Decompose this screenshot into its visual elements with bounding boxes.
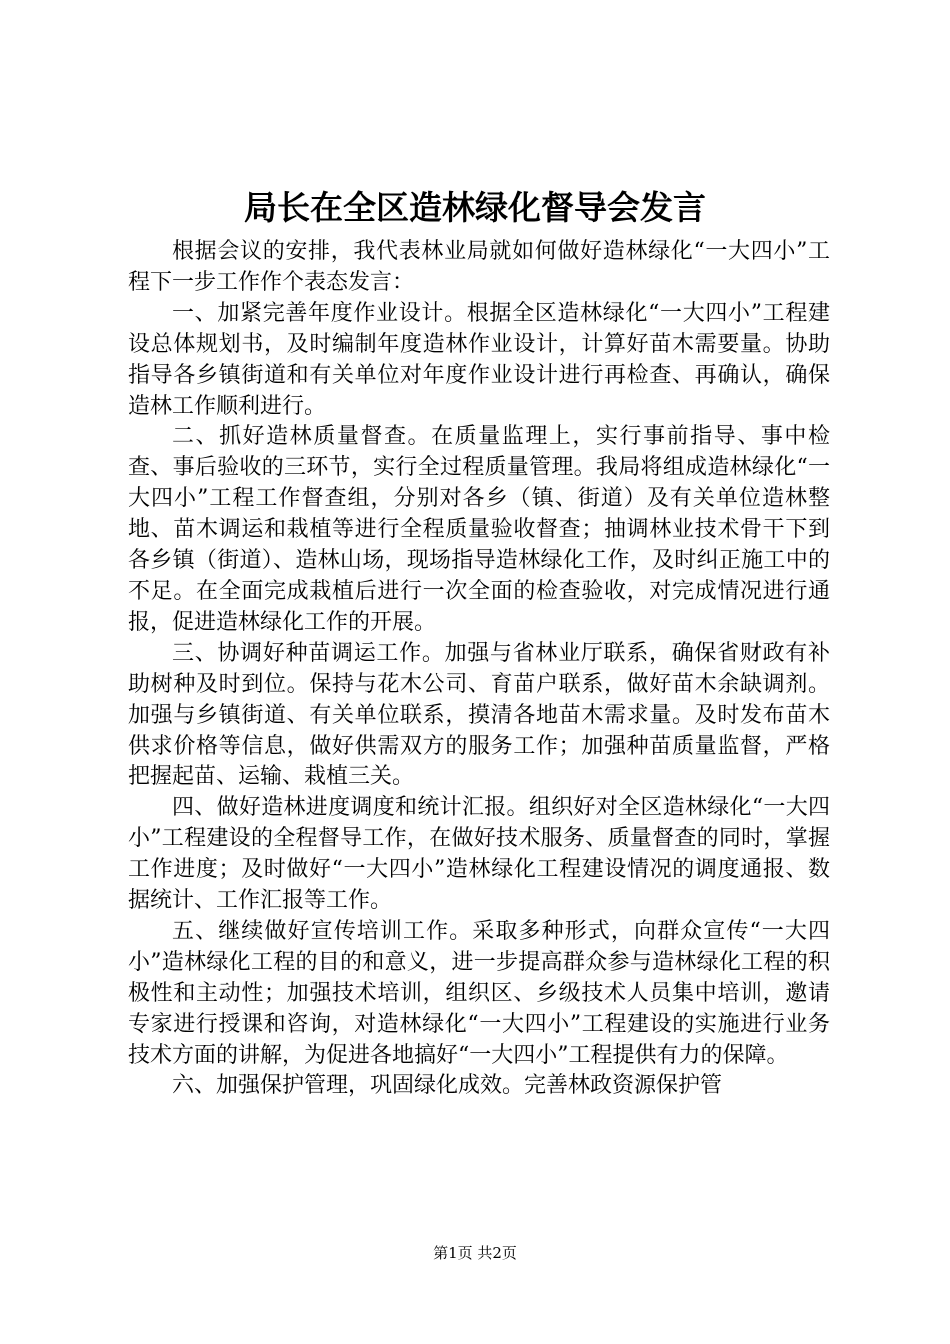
paragraph-section-3: 三、协调好种苗调运工作。加强与省林业厅联系，确保省财政有补助树种及时到位。保持与花木公司、育苗户联系，做好苗木余缺调剂。加强与乡镇街道、有关单位联系，摸清各地苗木需求量。及时发布苗木供求价格等信息，做好供需双方的服务工作；加强种苗质量监督，严格把握起苗、运输、栽植三关。 bbox=[128, 640, 830, 790]
paragraph-section-5: 五、继续做好宣传培训工作。采取多种形式，向群众宣传“一大四小”造林绿化工程的目的和意义，进一步提高群众参与造林绿化工程的积极性和主动性；加强技术培训，组织区、乡级技术人员集中培训，邀请专家进行授课和咨询，对造林绿化“一大四小”工程建设的实施进行业务技术方面的讲解，为促进各地搞好“一大四小”工程提供有力的保障。 bbox=[128, 918, 830, 1068]
page-footer: 第1页 共2页 bbox=[433, 1244, 517, 1262]
paragraph-section-1: 一、加紧完善年度作业设计。根据全区造林绿化“一大四小”工程建设总体规划书，及时编制年度造林作业设计，计算好苗木需要量。协助指导各乡镇街道和有关单位对年度作业设计进行再检查、再确认，确保造林工作顺利进行。 bbox=[128, 300, 830, 419]
paragraph-section-2: 二、抓好造林质量督查。在质量监理上，实行事前指导、事中检查、事后验收的三环节，实行全过程质量管理。我局将组成造林绿化“一大四小”工程工作督查组，分别对各乡（镇、街道）及有关单位造林整地、苗木调运和栽植等进行全程质量验收督查；抽调林业技术骨干下到各乡镇（街道）、造林山场，现场指导造林绿化工作，及时纠正施工中的不足。在全面完成栽植后进行一次全面的检查验收，对完成情况进行通报，促进造林绿化工作的开展。 bbox=[128, 424, 830, 635]
paragraph-intro: 根据会议的安排，我代表林业局就如何做好造林绿化“一大四小”工程下一步工作作个表态发言： bbox=[128, 239, 830, 295]
document-title: 局长在全区造林绿化督导会发言 bbox=[244, 188, 706, 227]
document-body bbox=[128, 237, 830, 1102]
paragraph-section-4: 四、做好造林进度调度和统计汇报。组织好对全区造林绿化“一大四小”工程建设的全程督导工作，在做好技术服务、质量督查的同时，掌握工作进度；及时做好“一大四小”造林绿化工程建设情况的调度通报、数据统计、工作汇报等工作。 bbox=[128, 795, 830, 914]
paragraph-section-6: 六、加强保护管理，巩固绿化成效。完善林政资源保护管 bbox=[172, 1073, 723, 1099]
